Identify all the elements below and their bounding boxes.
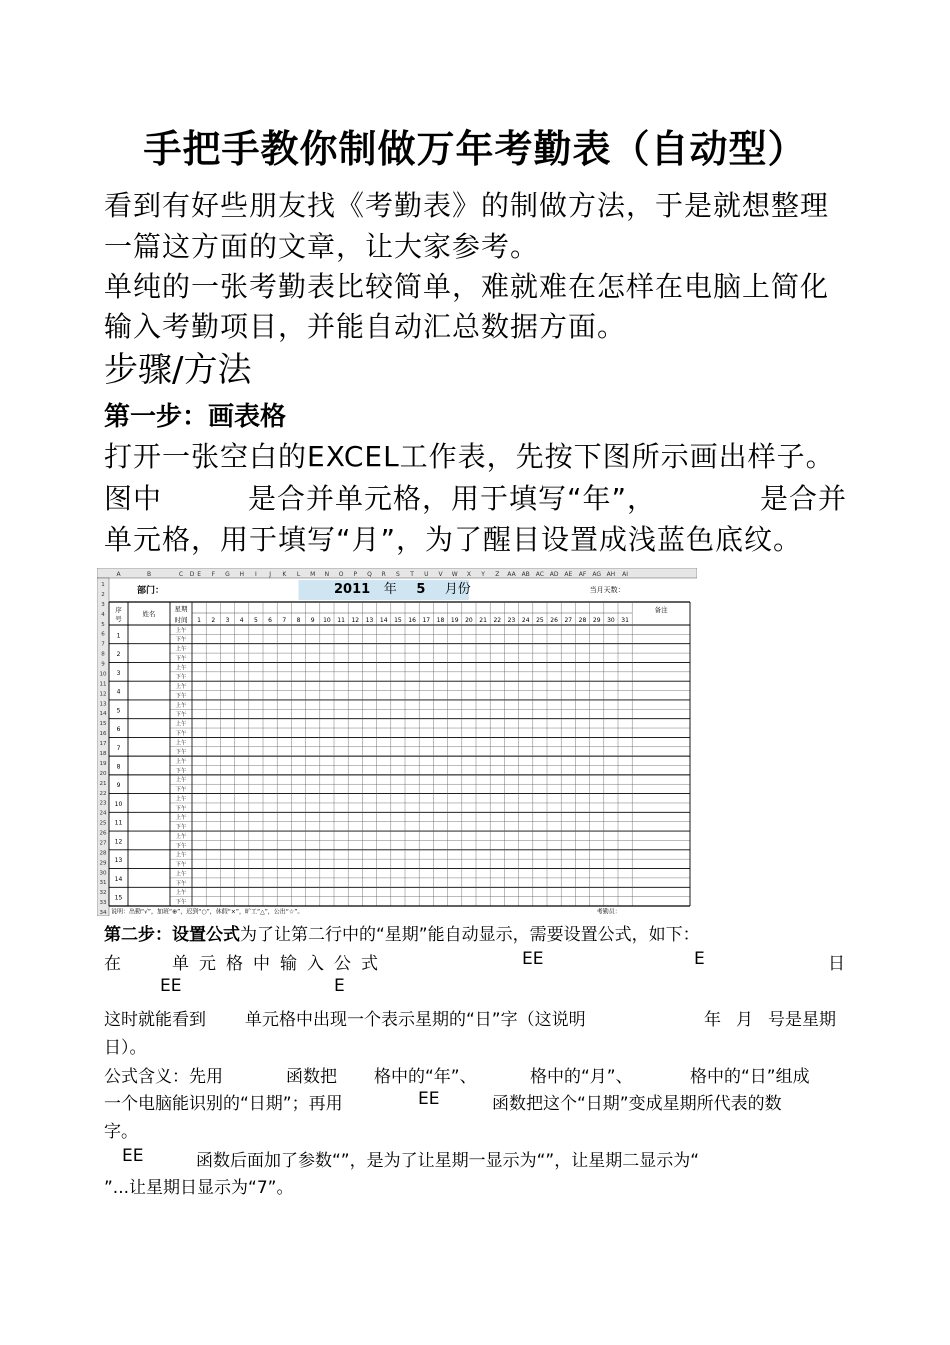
day-number: 6 xyxy=(268,617,273,624)
col-note-label: 备注 xyxy=(654,606,668,614)
day-number: 14 xyxy=(379,617,388,624)
column-letter: R xyxy=(381,571,386,578)
dept-label: 部门： xyxy=(137,586,165,596)
pm-label: 下午 xyxy=(175,655,187,662)
step1-line-2a: 图中 xyxy=(104,482,163,515)
am-label: 上午 xyxy=(175,890,187,897)
step2-l6e: 格中的“日”组成 xyxy=(690,1067,810,1087)
col-time-label: 时间 xyxy=(174,616,188,624)
step2-l8: 字。 xyxy=(104,1122,138,1142)
column-letter: V xyxy=(438,571,443,578)
step2-l2c: EE xyxy=(522,949,544,969)
row-number: 11 xyxy=(99,681,107,688)
column-letter: AF xyxy=(578,571,587,578)
column-letter: AA xyxy=(507,571,516,578)
am-label: 上午 xyxy=(175,777,187,784)
pm-label: 下午 xyxy=(175,674,187,681)
pm-label: 下午 xyxy=(175,880,187,887)
row-number: 15 xyxy=(99,721,107,728)
seq-number: 6 xyxy=(116,726,121,734)
day-number: 9 xyxy=(310,617,315,624)
pm-label: 下午 xyxy=(175,805,187,812)
column-letter: A xyxy=(116,571,121,578)
month-char: 月份 xyxy=(444,582,471,597)
day-number: 29 xyxy=(592,617,601,624)
footer-legend: 说明：出勤“√”，加班“⊕”，迟到“○”，休假“×”，旷工“△”，公出“☆”。 xyxy=(111,908,304,916)
row-number: 26 xyxy=(99,830,107,837)
step2-l10: ”...让星期日显示为“7”。 xyxy=(104,1178,294,1198)
row-number: 1 xyxy=(101,582,105,588)
day-number: 2 xyxy=(211,617,216,624)
column-letter: E xyxy=(197,571,201,578)
row-number: 10 xyxy=(99,671,107,678)
step2-l9a: EE xyxy=(122,1146,144,1166)
steps-heading: 步骤/方法 xyxy=(104,350,252,390)
day-number: 7 xyxy=(282,617,287,624)
seq-number: 4 xyxy=(116,688,121,696)
step2-l4a: 这时就能看到 xyxy=(104,1010,206,1030)
step2-l2e: 日 xyxy=(828,954,845,974)
pm-label: 下午 xyxy=(175,749,187,756)
row-number: 13 xyxy=(99,701,107,708)
step2-l6a: 公式含义：先用 xyxy=(104,1067,223,1087)
day-number: 30 xyxy=(607,617,615,624)
column-letter: D xyxy=(189,571,195,578)
column-letter: AE xyxy=(564,571,573,578)
am-label: 上午 xyxy=(175,871,187,878)
am-label: 上午 xyxy=(175,702,187,709)
row-number: 4 xyxy=(101,611,105,618)
step2-l7b: EE xyxy=(418,1089,440,1109)
pm-label: 下午 xyxy=(175,824,187,831)
column-letter: AB xyxy=(521,571,530,578)
col-seq-label-2: 号 xyxy=(115,615,122,623)
year-char: 年 xyxy=(383,582,397,597)
column-letter: X xyxy=(466,571,471,578)
row-number: 25 xyxy=(99,820,107,827)
seq-number: 3 xyxy=(116,669,121,677)
column-letter: F xyxy=(211,571,216,578)
step1-line-1: 打开一张空白的EXCEL工作表，先按下图所示画出样子。 xyxy=(104,440,835,473)
step2-l2d: E xyxy=(694,949,705,969)
column-letter: AD xyxy=(549,571,559,578)
day-number: 24 xyxy=(521,617,530,624)
pm-label: 下午 xyxy=(175,843,187,850)
seq-number: 7 xyxy=(116,744,121,752)
row-number: 29 xyxy=(99,860,107,867)
pm-label: 下午 xyxy=(175,712,187,719)
attendance-sheet-image xyxy=(97,568,697,916)
am-label: 上午 xyxy=(175,740,187,747)
seq-number: 10 xyxy=(114,800,123,808)
column-letter: N xyxy=(324,571,330,578)
day-number: 13 xyxy=(365,617,374,624)
day-number: 3 xyxy=(225,617,230,624)
row-number: 19 xyxy=(99,760,107,767)
row-number: 24 xyxy=(99,810,107,817)
row-number: 21 xyxy=(99,780,107,787)
footer-clerk: 考勤员： xyxy=(596,908,621,916)
am-label: 上午 xyxy=(175,796,187,803)
month-value: 5 xyxy=(416,582,426,597)
seq-number: 15 xyxy=(114,894,123,902)
step1-line-2b: 是合并单元格，用于填写“年”， xyxy=(248,482,657,515)
day-number: 31 xyxy=(621,617,629,624)
step2-line-1-text: 为了让第二行中的“星期”能自动显示，需要设置公式，如下： xyxy=(240,925,700,945)
row-number: 17 xyxy=(99,741,107,748)
day-number: 12 xyxy=(351,617,360,624)
row-number: 18 xyxy=(99,751,107,757)
seq-number: 8 xyxy=(116,763,121,771)
day-number: 10 xyxy=(323,617,331,624)
seq-number: 14 xyxy=(114,875,123,883)
day-number: 17 xyxy=(422,617,431,624)
am-label: 上午 xyxy=(175,833,187,840)
day-number: 23 xyxy=(507,617,516,624)
column-letter: AH xyxy=(606,571,616,578)
am-label: 上午 xyxy=(175,759,187,765)
day-number: 15 xyxy=(394,617,402,624)
column-letter: Y xyxy=(481,571,485,578)
am-label: 上午 xyxy=(175,627,187,634)
pm-label: 下午 xyxy=(175,768,187,775)
day-number: 1 xyxy=(197,617,202,624)
column-letter: G xyxy=(225,571,230,578)
pm-label: 下午 xyxy=(175,787,187,794)
col-seq-label-1: 序 xyxy=(115,606,122,614)
column-letter: K xyxy=(282,571,287,578)
row-number: 16 xyxy=(99,731,107,738)
seq-number: 13 xyxy=(114,857,123,865)
step1-heading: 第一步：画表格 xyxy=(104,402,287,432)
day-number: 28 xyxy=(578,617,587,624)
row-number: 5 xyxy=(101,621,105,628)
day-number: 26 xyxy=(550,617,558,624)
column-letter: I xyxy=(255,571,257,578)
step2-l9b: 函数后面加了参数“”，是为了让星期一显示为“”，让星期二显示为“ xyxy=(196,1151,700,1171)
step2-l7a: 一个电脑能识别的“日期”；再用 xyxy=(104,1094,343,1114)
day-number: 20 xyxy=(465,617,473,624)
day-number: 22 xyxy=(493,617,502,624)
column-letter: Z xyxy=(495,571,500,578)
pm-label: 下午 xyxy=(175,730,187,737)
step2-l4b: 单元格中出现一个表示星期的“日”字（这说明 xyxy=(245,1010,586,1030)
step2-l4c: 年 xyxy=(704,1010,721,1030)
col-name-label: 姓名 xyxy=(142,610,156,618)
intro-line-1: 看到有好些朋友找《考勤表》的制做方法，于是就想整理 xyxy=(104,189,830,222)
step2-l6d: 格中的“月”、 xyxy=(530,1067,633,1087)
column-letter: C xyxy=(178,571,184,578)
pm-label: 下午 xyxy=(175,637,187,644)
am-label: 上午 xyxy=(175,646,187,653)
row-number: 8 xyxy=(101,651,105,658)
day-number: 5 xyxy=(253,617,258,624)
column-letter: AC xyxy=(535,571,545,578)
step2-l3b: E xyxy=(334,976,345,996)
column-letter: U xyxy=(424,571,429,578)
column-letter: J xyxy=(269,571,271,578)
step1-line-2c: 是合并 xyxy=(760,482,848,515)
days-label: 当月天数： xyxy=(589,586,625,594)
row-number: 30 xyxy=(99,870,107,877)
day-number: 18 xyxy=(436,617,445,624)
row-number: 34 xyxy=(99,910,107,916)
day-number: 27 xyxy=(564,617,573,624)
col-week-label: 星期 xyxy=(174,605,188,613)
day-number: 19 xyxy=(450,617,459,624)
step2-l6b: 函数把 xyxy=(286,1067,337,1087)
row-number: 20 xyxy=(99,770,107,777)
pm-label: 下午 xyxy=(175,862,187,869)
intro-line-4: 输入考勤项目，并能自动汇总数据方面。 xyxy=(104,310,627,343)
day-number: 11 xyxy=(337,617,345,624)
column-letter: O xyxy=(338,571,344,578)
pm-label: 下午 xyxy=(175,899,187,906)
row-number: 23 xyxy=(99,800,107,807)
step2-l2b: 单元格中输入公式 xyxy=(172,954,388,974)
seq-number: 12 xyxy=(114,838,123,846)
seq-number: 11 xyxy=(114,819,123,827)
step1-line-3: 单元格，用于填写“月”，为了醒目设置成浅蓝色底纹。 xyxy=(104,523,803,556)
column-letter: H xyxy=(239,571,244,578)
am-label: 上午 xyxy=(175,684,187,691)
row-number: 7 xyxy=(101,641,105,648)
column-letter: S xyxy=(395,571,400,578)
row-number: 32 xyxy=(99,890,107,897)
day-number: 21 xyxy=(479,617,487,624)
seq-number: 1 xyxy=(116,632,121,640)
column-letter: L xyxy=(296,571,301,578)
am-label: 上午 xyxy=(175,852,187,859)
step2-l4e: 号是星期 xyxy=(768,1010,836,1030)
step2-l5: 日）。 xyxy=(104,1038,147,1058)
am-label: 上午 xyxy=(175,815,187,822)
day-number: 4 xyxy=(239,617,244,624)
column-letter: W xyxy=(451,571,458,578)
row-number: 33 xyxy=(99,900,107,907)
day-number: 8 xyxy=(296,617,301,624)
day-number: 25 xyxy=(536,617,544,624)
row-number: 12 xyxy=(99,691,107,698)
row-number: 31 xyxy=(99,880,107,887)
step2-l3a: EE xyxy=(160,976,182,996)
row-number: 27 xyxy=(99,840,107,847)
column-letter: AI xyxy=(622,571,629,578)
document-title: 手把手教你制做万年考勤表（自动型） xyxy=(143,127,807,171)
pm-label: 下午 xyxy=(175,693,187,700)
day-number: 16 xyxy=(408,617,416,624)
column-letter: T xyxy=(410,571,414,578)
seq-number: 2 xyxy=(116,651,121,659)
column-letter: B xyxy=(146,571,152,578)
year-value: 2011 xyxy=(334,582,371,597)
row-number: 6 xyxy=(101,631,105,638)
row-number: 28 xyxy=(99,850,107,857)
step2-l4d: 月 xyxy=(736,1010,753,1030)
row-number: 14 xyxy=(99,711,107,718)
row-number: 2 xyxy=(101,591,105,598)
step2-line-1 xyxy=(104,920,700,945)
seq-number: 9 xyxy=(116,782,121,790)
intro-line-2: 一篇这方面的文章，让大家参考。 xyxy=(104,230,540,263)
column-letter: Q xyxy=(367,571,372,578)
row-number: 9 xyxy=(101,661,105,668)
step2-l7c: 函数把这个“日期”变成星期所代表的数 xyxy=(492,1094,782,1114)
row-number: 3 xyxy=(101,601,105,608)
am-label: 上午 xyxy=(175,721,187,728)
column-letter: P xyxy=(353,571,358,578)
step2-l2a: 在 xyxy=(104,954,121,974)
column-letter: M xyxy=(310,571,316,578)
row-number: 22 xyxy=(99,790,107,797)
step2-heading: 第二步：设置公式 xyxy=(104,925,240,945)
step2-l6c: 格中的“年”、 xyxy=(374,1067,477,1087)
intro-line-3: 单纯的一张考勤表比较简单，难就难在怎样在电脑上简化 xyxy=(104,270,830,303)
seq-number: 5 xyxy=(116,707,121,715)
am-label: 上午 xyxy=(175,665,187,672)
column-letter: AG xyxy=(592,571,602,578)
